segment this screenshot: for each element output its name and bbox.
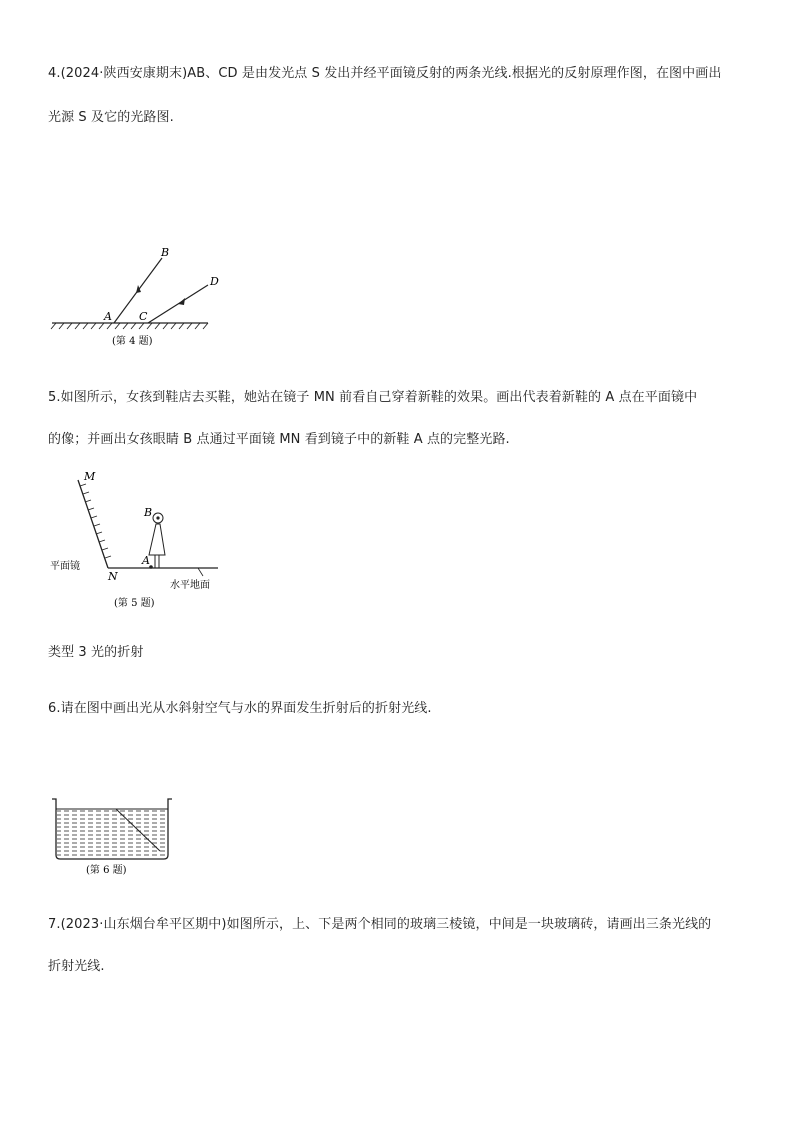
- q6-figure: [48, 793, 178, 875]
- q5-girl-body: [149, 524, 165, 555]
- q5-label-b: B: [144, 506, 153, 519]
- q5-text-line2: 的像；并画出女孩眼睛 B 点通过平面镜 MN 看到镜子中的新鞋 A 点的完整光路.: [48, 432, 510, 447]
- q4-caption: (第 4 题): [112, 336, 153, 347]
- q6-water: [57, 809, 167, 858]
- q5-label-m: M: [84, 470, 96, 483]
- q5-text-line1: 5.如图所示，女孩到鞋店去买鞋，她站在镜子 MN 前看自己穿着新鞋的效果。画出代表着新鞋的 A 点在平面镜中: [48, 390, 698, 405]
- q5-eye-b: [156, 516, 159, 519]
- q5-label-n: N: [108, 570, 118, 583]
- q5-figure: [48, 468, 228, 613]
- q5-caption: (第 5 题): [114, 598, 155, 609]
- q4-ray-ab-arrow: [136, 285, 141, 293]
- q5-mirror-line: [78, 480, 108, 568]
- q6-text-line1: 6.请在图中画出光从水斜射空气与水的界面发生折射后的折射光线.: [48, 701, 432, 716]
- q5-label-ground: 水平地面: [170, 580, 210, 591]
- q5-mirror-hatch: [80, 484, 111, 558]
- q7-text-line2: 折射光线.: [48, 959, 105, 974]
- q4-label-a: A: [104, 310, 112, 323]
- q4-label-b: B: [161, 246, 170, 259]
- q4-text-line1: 4.(2024·陕西安康期末)AB、CD 是由发光点 S 发出并经平面镜反射的两条光线.根据光的反射原理作图，在图中画出: [48, 66, 722, 81]
- q4-mirror-hatch: [51, 323, 208, 329]
- section-3-heading: 类型 3 光的折射: [48, 645, 144, 660]
- q5-label-a: A: [142, 554, 150, 567]
- q6-caption: (第 6 题): [86, 865, 127, 876]
- q4-ray-cd-arrow: [178, 298, 185, 305]
- q4-label-d: D: [210, 275, 219, 288]
- q7-text-line1: 7.(2023·山东烟台牟平区期中)如图所示，上、下是两个相同的玻璃三棱镜，中间是一块玻璃砖，请画出三条光线的: [48, 917, 712, 932]
- q4-text-line2: 光源 S 及它的光路图.: [48, 110, 174, 125]
- q5-label-mirror: 平面镜: [50, 561, 80, 572]
- q4-figure: [48, 238, 219, 350]
- q4-label-c: C: [139, 310, 148, 323]
